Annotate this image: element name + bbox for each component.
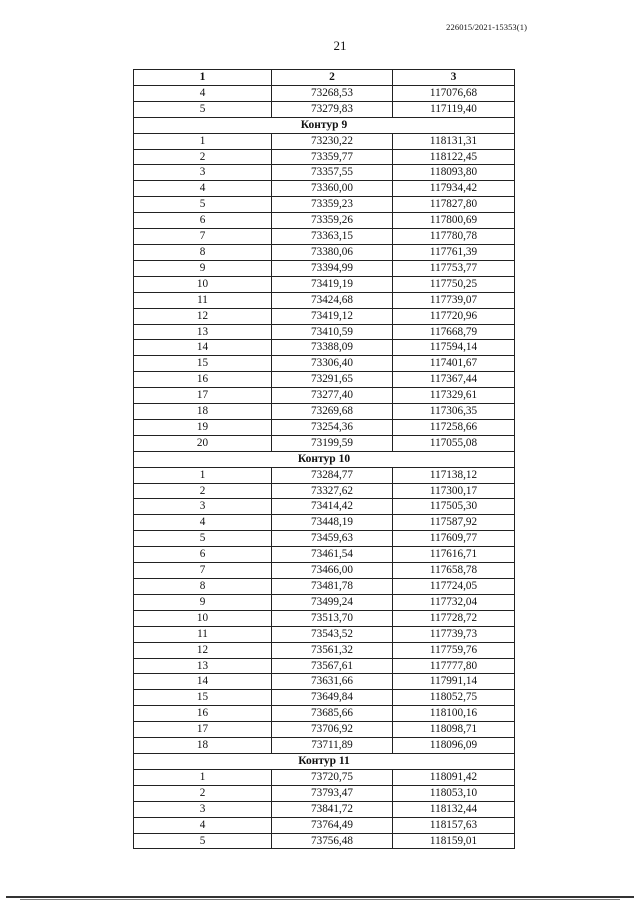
- y-coordinate-cell: 118096,09: [393, 738, 515, 754]
- point-number-cell: 4: [134, 85, 272, 101]
- y-coordinate-cell: 118157,63: [393, 817, 515, 833]
- y-coordinate-cell: 117329,61: [393, 388, 515, 404]
- x-coordinate-cell: 73841,72: [272, 801, 393, 817]
- y-coordinate-cell: 117658,78: [393, 563, 515, 579]
- point-number-cell: 5: [134, 101, 272, 117]
- table-row: [134, 404, 515, 420]
- y-coordinate-cell: 117119,40: [393, 101, 515, 117]
- point-number-cell: 15: [134, 690, 272, 706]
- table-row: [134, 769, 515, 785]
- point-number-cell: 11: [134, 626, 272, 642]
- x-coordinate-cell: 73720,75: [272, 769, 393, 785]
- x-coordinate-cell: 73543,52: [272, 626, 393, 642]
- table-row: [134, 229, 515, 245]
- point-number-cell: 2: [134, 483, 272, 499]
- x-coordinate-cell: 73388,09: [272, 340, 393, 356]
- y-coordinate-cell: 118098,71: [393, 722, 515, 738]
- table-row: [134, 181, 515, 197]
- point-number-cell: 5: [134, 531, 272, 547]
- point-number-cell: 18: [134, 738, 272, 754]
- y-coordinate-cell: 117750,25: [393, 276, 515, 292]
- y-coordinate-cell: 117759,76: [393, 642, 515, 658]
- x-coordinate-cell: 73461,54: [272, 547, 393, 563]
- table-row: [134, 197, 515, 213]
- y-coordinate-cell: 117587,92: [393, 515, 515, 531]
- y-coordinate-cell: 117401,67: [393, 356, 515, 372]
- point-number-cell: 5: [134, 197, 272, 213]
- x-coordinate-cell: 73360,00: [272, 181, 393, 197]
- x-coordinate-cell: 73466,00: [272, 563, 393, 579]
- table-row: [134, 706, 515, 722]
- point-number-cell: 3: [134, 499, 272, 515]
- table-row: [134, 292, 515, 308]
- x-coordinate-cell: 73359,23: [272, 197, 393, 213]
- x-coordinate-cell: 73448,19: [272, 515, 393, 531]
- point-number-cell: 3: [134, 165, 272, 181]
- y-coordinate-cell: 117505,30: [393, 499, 515, 515]
- x-coordinate-cell: 73254,36: [272, 419, 393, 435]
- y-coordinate-cell: 117761,39: [393, 244, 515, 260]
- x-coordinate-cell: 73380,06: [272, 244, 393, 260]
- y-coordinate-cell: 117668,79: [393, 324, 515, 340]
- table-row: [134, 324, 515, 340]
- x-coordinate-cell: 73424,68: [272, 292, 393, 308]
- table-row: [134, 626, 515, 642]
- table-row: [134, 547, 515, 563]
- table-row: [134, 738, 515, 754]
- y-coordinate-cell: 117724,05: [393, 579, 515, 595]
- table-row: [134, 85, 515, 101]
- x-coordinate-cell: 73394,99: [272, 260, 393, 276]
- x-coordinate-cell: 73199,59: [272, 435, 393, 451]
- point-number-cell: 2: [134, 785, 272, 801]
- x-coordinate-cell: 73706,92: [272, 722, 393, 738]
- point-number-cell: 4: [134, 181, 272, 197]
- point-number-cell: 11: [134, 292, 272, 308]
- table-row: [134, 563, 515, 579]
- x-coordinate-cell: 73269,68: [272, 404, 393, 420]
- point-number-cell: 10: [134, 276, 272, 292]
- table-row: [134, 165, 515, 181]
- table-row: [134, 594, 515, 610]
- column-header-3: 3: [393, 70, 515, 86]
- x-coordinate-cell: 73277,40: [272, 388, 393, 404]
- y-coordinate-cell: 118053,10: [393, 785, 515, 801]
- table-row: [134, 801, 515, 817]
- x-coordinate-cell: 73711,89: [272, 738, 393, 754]
- table-row: [134, 340, 515, 356]
- x-coordinate-cell: 73268,53: [272, 85, 393, 101]
- table-row: [134, 213, 515, 229]
- table-row: [134, 133, 515, 149]
- y-coordinate-cell: 117827,80: [393, 197, 515, 213]
- y-coordinate-cell: 117076,68: [393, 85, 515, 101]
- point-number-cell: 4: [134, 515, 272, 531]
- coordinates-table: [133, 69, 515, 849]
- table-row: [134, 101, 515, 117]
- section-header-row: [134, 451, 515, 467]
- point-number-cell: 9: [134, 594, 272, 610]
- table-row: [134, 149, 515, 165]
- table-row: [134, 244, 515, 260]
- x-coordinate-cell: 73567,61: [272, 658, 393, 674]
- y-coordinate-cell: 117739,73: [393, 626, 515, 642]
- table-row: [134, 260, 515, 276]
- table-row: [134, 674, 515, 690]
- y-coordinate-cell: 118052,75: [393, 690, 515, 706]
- table-row: [134, 276, 515, 292]
- y-coordinate-cell: 118131,31: [393, 133, 515, 149]
- x-coordinate-cell: 73306,40: [272, 356, 393, 372]
- x-coordinate-cell: 73230,22: [272, 133, 393, 149]
- point-number-cell: 14: [134, 674, 272, 690]
- y-coordinate-cell: 117258,66: [393, 419, 515, 435]
- table-row: [134, 722, 515, 738]
- x-coordinate-cell: 73414,42: [272, 499, 393, 515]
- point-number-cell: 10: [134, 610, 272, 626]
- x-coordinate-cell: 73284,77: [272, 467, 393, 483]
- x-coordinate-cell: 73327,62: [272, 483, 393, 499]
- point-number-cell: 17: [134, 388, 272, 404]
- column-header-1: 1: [134, 70, 272, 86]
- table-row: [134, 515, 515, 531]
- point-number-cell: 3: [134, 801, 272, 817]
- x-coordinate-cell: 73499,24: [272, 594, 393, 610]
- point-number-cell: 2: [134, 149, 272, 165]
- y-coordinate-cell: 117616,71: [393, 547, 515, 563]
- x-coordinate-cell: 73279,83: [272, 101, 393, 117]
- table-row: [134, 785, 515, 801]
- x-coordinate-cell: 73291,65: [272, 372, 393, 388]
- point-number-cell: 18: [134, 404, 272, 420]
- y-coordinate-cell: 117728,72: [393, 610, 515, 626]
- table-row: [134, 531, 515, 547]
- point-number-cell: 12: [134, 308, 272, 324]
- y-coordinate-cell: 117306,35: [393, 404, 515, 420]
- y-coordinate-cell: 118122,45: [393, 149, 515, 165]
- y-coordinate-cell: 117780,78: [393, 229, 515, 245]
- table-row: [134, 483, 515, 499]
- y-coordinate-cell: 117594,14: [393, 340, 515, 356]
- table-row: [134, 833, 515, 849]
- point-number-cell: 9: [134, 260, 272, 276]
- y-coordinate-cell: 117367,44: [393, 372, 515, 388]
- x-coordinate-cell: 73359,26: [272, 213, 393, 229]
- y-coordinate-cell: 117609,77: [393, 531, 515, 547]
- table-row: [134, 817, 515, 833]
- point-number-cell: 7: [134, 563, 272, 579]
- point-number-cell: 1: [134, 467, 272, 483]
- section-label: Контур 10: [134, 451, 515, 467]
- table-row: [134, 372, 515, 388]
- section-label: Контур 11: [134, 753, 515, 769]
- point-number-cell: 14: [134, 340, 272, 356]
- point-number-cell: 1: [134, 133, 272, 149]
- point-number-cell: 8: [134, 579, 272, 595]
- point-number-cell: 17: [134, 722, 272, 738]
- x-coordinate-cell: 73419,19: [272, 276, 393, 292]
- x-coordinate-cell: 73756,48: [272, 833, 393, 849]
- x-coordinate-cell: 73410,59: [272, 324, 393, 340]
- x-coordinate-cell: 73631,66: [272, 674, 393, 690]
- point-number-cell: 19: [134, 419, 272, 435]
- point-number-cell: 8: [134, 244, 272, 260]
- y-coordinate-cell: 118100,16: [393, 706, 515, 722]
- document-id: 226015/2021-15353(1): [446, 22, 527, 32]
- section-header-row: [134, 753, 515, 769]
- table-row: [134, 658, 515, 674]
- point-number-cell: 15: [134, 356, 272, 372]
- page-bottom-rule: [6, 896, 634, 898]
- point-number-cell: 6: [134, 213, 272, 229]
- point-number-cell: 1: [134, 769, 272, 785]
- table-row: [134, 579, 515, 595]
- table-row: [134, 308, 515, 324]
- y-coordinate-cell: 117739,07: [393, 292, 515, 308]
- point-number-cell: 12: [134, 642, 272, 658]
- point-number-cell: 5: [134, 833, 272, 849]
- table-row: [134, 356, 515, 372]
- x-coordinate-cell: 73649,84: [272, 690, 393, 706]
- page-bottom-rule-thin: [20, 899, 620, 900]
- y-coordinate-cell: 117777,80: [393, 658, 515, 674]
- point-number-cell: 13: [134, 324, 272, 340]
- table-row: [134, 435, 515, 451]
- x-coordinate-cell: 73363,15: [272, 229, 393, 245]
- y-coordinate-cell: 117991,14: [393, 674, 515, 690]
- y-coordinate-cell: 118159,01: [393, 833, 515, 849]
- x-coordinate-cell: 73513,70: [272, 610, 393, 626]
- point-number-cell: 20: [134, 435, 272, 451]
- y-coordinate-cell: 118091,42: [393, 769, 515, 785]
- point-number-cell: 16: [134, 706, 272, 722]
- x-coordinate-cell: 73793,47: [272, 785, 393, 801]
- table-row: [134, 690, 515, 706]
- x-coordinate-cell: 73419,12: [272, 308, 393, 324]
- x-coordinate-cell: 73561,32: [272, 642, 393, 658]
- point-number-cell: 7: [134, 229, 272, 245]
- point-number-cell: 16: [134, 372, 272, 388]
- x-coordinate-cell: 73764,49: [272, 817, 393, 833]
- x-coordinate-cell: 73459,63: [272, 531, 393, 547]
- table-row: [134, 642, 515, 658]
- y-coordinate-cell: 118132,44: [393, 801, 515, 817]
- section-label: Контур 9: [134, 117, 515, 133]
- table-body: [134, 85, 515, 849]
- point-number-cell: 13: [134, 658, 272, 674]
- y-coordinate-cell: 118093,80: [393, 165, 515, 181]
- x-coordinate-cell: 73481,78: [272, 579, 393, 595]
- table-row: [134, 388, 515, 404]
- y-coordinate-cell: 117753,77: [393, 260, 515, 276]
- column-header-2: 2: [272, 70, 393, 86]
- y-coordinate-cell: 117720,96: [393, 308, 515, 324]
- y-coordinate-cell: 117732,04: [393, 594, 515, 610]
- table-row: [134, 419, 515, 435]
- x-coordinate-cell: 73359,77: [272, 149, 393, 165]
- point-number-cell: 6: [134, 547, 272, 563]
- x-coordinate-cell: 73357,55: [272, 165, 393, 181]
- section-header-row: [134, 117, 515, 133]
- page-number: 21: [333, 38, 347, 53]
- y-coordinate-cell: 117800,69: [393, 213, 515, 229]
- y-coordinate-cell: 117934,42: [393, 181, 515, 197]
- table-row: [134, 499, 515, 515]
- table-row: [134, 610, 515, 626]
- x-coordinate-cell: 73685,66: [272, 706, 393, 722]
- table-header-row: [134, 70, 515, 86]
- table-row: [134, 467, 515, 483]
- y-coordinate-cell: 117138,12: [393, 467, 515, 483]
- point-number-cell: 4: [134, 817, 272, 833]
- y-coordinate-cell: 117300,17: [393, 483, 515, 499]
- y-coordinate-cell: 117055,08: [393, 435, 515, 451]
